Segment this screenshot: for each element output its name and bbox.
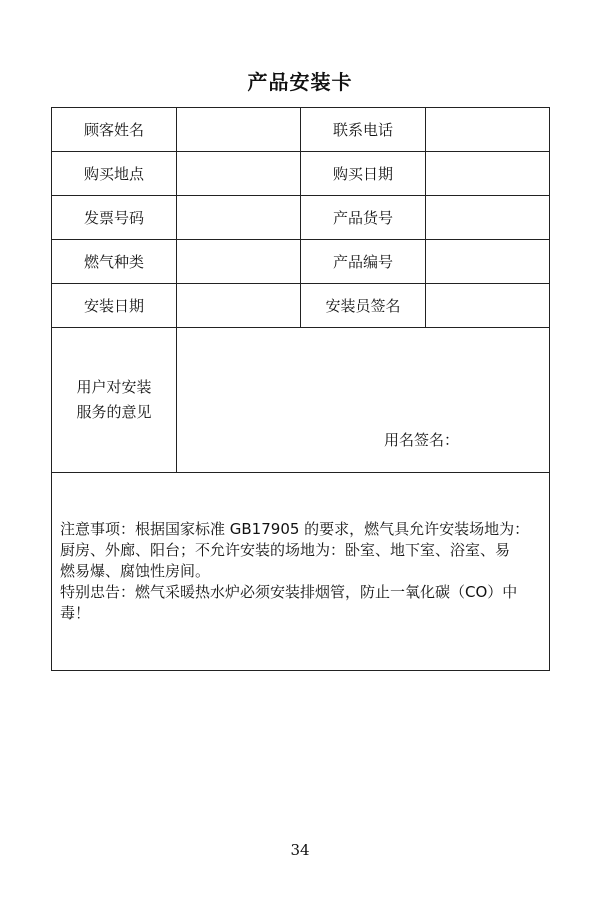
product-serial-label: 产品编号 — [301, 240, 426, 284]
customer-name-label: 顾客姓名 — [52, 108, 177, 152]
table-row — [52, 240, 550, 284]
notice-line: 特别忠告：燃气采暖热水炉必须安装排烟管，防止一氧化碳（CO）中 — [60, 583, 518, 601]
notice-line: 厨房、外廊、阳台；不允许安装的场地为：卧室、地下室、浴室、易 — [60, 541, 511, 559]
product-item-number-field[interactable] — [426, 196, 550, 240]
purchase-place-label: 购买地点 — [52, 152, 177, 196]
notice-line: 毒！ — [60, 604, 91, 622]
installer-signature-field[interactable] — [426, 284, 550, 328]
install-date-field[interactable] — [177, 284, 301, 328]
invoice-number-label: 发票号码 — [52, 196, 177, 240]
purchase-date-label: 购买日期 — [301, 152, 426, 196]
notice-line: 燃易爆、腐蚀性房间。 — [60, 562, 211, 580]
contact-phone-field[interactable] — [426, 108, 550, 152]
gas-type-field[interactable] — [177, 240, 301, 284]
table-row — [52, 108, 550, 152]
feedback-label-line: 用户对安装 — [76, 378, 152, 396]
user-signature-label: 用名签名： — [383, 431, 459, 449]
purchase-date-field[interactable] — [426, 152, 550, 196]
feedback-row — [52, 328, 550, 473]
install-date-label: 安装日期 — [52, 284, 177, 328]
installer-signature-label: 安装员签名 — [301, 284, 426, 328]
gas-type-label: 燃气种类 — [52, 240, 177, 284]
notice-row — [52, 473, 550, 671]
feedback-label — [52, 328, 177, 473]
page-number: 34 — [290, 841, 310, 859]
page-title: 产品安装卡 — [247, 70, 353, 94]
table-row — [52, 152, 550, 196]
feedback-field[interactable] — [177, 328, 550, 473]
table-row — [52, 196, 550, 240]
notice-text — [52, 473, 550, 671]
feedback-label-line: 服务的意见 — [76, 403, 152, 421]
invoice-number-field[interactable] — [177, 196, 301, 240]
notice-line: 注意事项：根据国家标准 GB17905 的要求，燃气具允许安装场地为： — [60, 520, 530, 538]
table-row — [52, 284, 550, 328]
installation-card-table — [51, 107, 550, 671]
product-item-number-label: 产品货号 — [301, 196, 426, 240]
contact-phone-label: 联系电话 — [301, 108, 426, 152]
product-serial-field[interactable] — [426, 240, 550, 284]
customer-name-field[interactable] — [177, 108, 301, 152]
purchase-place-field[interactable] — [177, 152, 301, 196]
